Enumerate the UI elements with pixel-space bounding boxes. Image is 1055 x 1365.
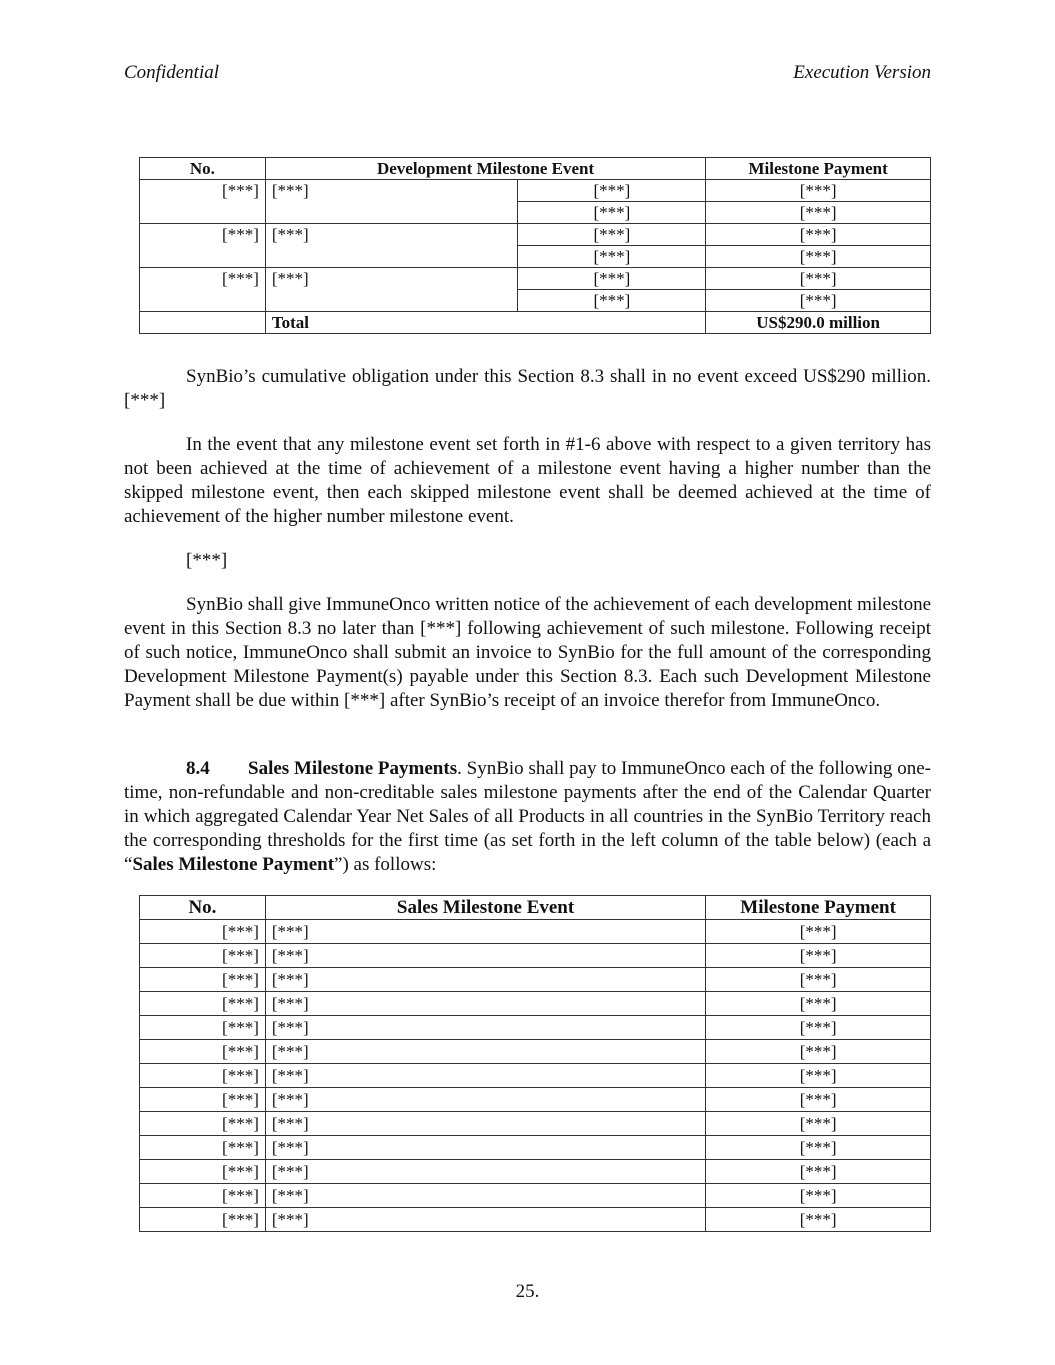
table-row xyxy=(140,944,931,968)
event-description: [***] xyxy=(265,1088,705,1112)
section-8-4-sales-milestone xyxy=(124,757,931,877)
payment-amount: [***] xyxy=(706,968,931,992)
development-milestone-table xyxy=(139,157,931,334)
row-number: [***] xyxy=(140,992,266,1016)
payment-amount: [***] xyxy=(706,1040,931,1064)
row-number: [***] xyxy=(140,268,266,312)
col-header-no: No. xyxy=(140,158,266,180)
table-header-row xyxy=(140,158,931,180)
col-header-no: No. xyxy=(140,896,266,920)
event-description: [***] xyxy=(265,224,518,268)
row-number: [***] xyxy=(140,1160,266,1184)
row-number: [***] xyxy=(140,1208,266,1232)
sales-table-body xyxy=(140,920,931,1232)
payment-amount: [***] xyxy=(706,1064,931,1088)
table-row xyxy=(140,1040,931,1064)
sales-milestone-table xyxy=(139,895,931,1232)
table-row xyxy=(140,224,931,246)
col-header-payment: Milestone Payment xyxy=(706,158,931,180)
event-territory: [***] xyxy=(518,180,706,202)
table-header-row xyxy=(140,896,931,920)
payment-amount: [***] xyxy=(706,268,931,290)
payment-amount: [***] xyxy=(706,180,931,202)
payment-amount: [***] xyxy=(706,290,931,312)
paragraph-text: [***] xyxy=(186,550,228,571)
payment-amount: [***] xyxy=(706,224,931,246)
row-number: [***] xyxy=(140,1016,266,1040)
payment-amount: [***] xyxy=(706,1184,931,1208)
event-description: [***] xyxy=(265,1160,705,1184)
col-header-payment: Milestone Payment xyxy=(706,896,931,920)
row-number: [***] xyxy=(140,968,266,992)
col-header-event: Sales Milestone Event xyxy=(265,896,705,920)
defined-term: Sales Milestone Payment xyxy=(132,854,335,875)
paragraph-redacted xyxy=(124,549,931,573)
total-row xyxy=(140,312,931,334)
table-row xyxy=(140,1184,931,1208)
total-label: Total xyxy=(265,312,705,334)
table-row xyxy=(140,968,931,992)
event-description: [***] xyxy=(265,1112,705,1136)
total-empty-cell xyxy=(140,312,266,334)
payment-amount: [***] xyxy=(706,1208,931,1232)
section-number: 8.4 xyxy=(186,758,210,779)
row-number: [***] xyxy=(140,1136,266,1160)
header-confidential: Confidential xyxy=(124,62,219,83)
event-territory: [***] xyxy=(518,290,706,312)
table-row xyxy=(140,180,931,202)
event-description: [***] xyxy=(265,920,705,944)
table-row xyxy=(140,1088,931,1112)
table-row xyxy=(140,1136,931,1160)
payment-amount: [***] xyxy=(706,202,931,224)
table-row xyxy=(140,1112,931,1136)
paragraph-text: . SynBio shall pay to ImmuneOnco each of the following one-time, non-refundable and non-creditable sales milestone payments after the end of the Calendar Quarter in which aggregated Calendar Year Net Sales of all Products in all countries in the SynBio Territory reach the corresponding thresholds for the first time (as set forth in the left column of the table below) (each a “ xyxy=(124,758,931,875)
row-number: [***] xyxy=(140,1112,266,1136)
table-row xyxy=(140,1064,931,1088)
event-description: [***] xyxy=(265,268,518,312)
table-row xyxy=(140,1208,931,1232)
paragraph-text: SynBio’s cumulative obligation under this Section 8.3 shall in no event exceed US$290 million. [***] xyxy=(124,366,931,411)
row-number: [***] xyxy=(140,944,266,968)
payment-amount: [***] xyxy=(706,1136,931,1160)
event-description: [***] xyxy=(265,1184,705,1208)
table-row xyxy=(140,1160,931,1184)
page-number: 25. xyxy=(515,1281,540,1302)
section-title: Sales Milestone Payments xyxy=(248,758,458,779)
event-territory: [***] xyxy=(518,268,706,290)
event-territory: [***] xyxy=(518,202,706,224)
table-row xyxy=(140,1016,931,1040)
event-description: [***] xyxy=(265,1136,705,1160)
payment-amount: [***] xyxy=(706,1160,931,1184)
row-number: [***] xyxy=(140,1088,266,1112)
payment-amount: [***] xyxy=(706,246,931,268)
row-number: [***] xyxy=(140,1064,266,1088)
payment-amount: [***] xyxy=(706,1016,931,1040)
paragraph-text: ”) as follows: xyxy=(334,854,437,875)
row-number: [***] xyxy=(140,180,266,224)
payment-amount: [***] xyxy=(706,944,931,968)
event-description: [***] xyxy=(265,944,705,968)
row-number: [***] xyxy=(140,1040,266,1064)
paragraph-text: In the event that any milestone event set forth in #1-6 above with respect to a given territory has not been achieved at the time of achievement of a milestone event having a higher number than the skipped milestone event, then each skipped milestone event shall be deemed achieved at the time of achievement of the higher number milestone event. xyxy=(124,434,931,527)
event-description: [***] xyxy=(265,1040,705,1064)
event-description: [***] xyxy=(265,1064,705,1088)
payment-amount: [***] xyxy=(706,1112,931,1136)
paragraph-skipped-milestone xyxy=(124,433,931,529)
row-number: [***] xyxy=(140,1184,266,1208)
event-description: [***] xyxy=(265,1016,705,1040)
table-row xyxy=(140,268,931,290)
col-header-event: Development Milestone Event xyxy=(265,158,705,180)
paragraph-cumulative-obligation xyxy=(124,365,931,413)
event-description: [***] xyxy=(265,968,705,992)
payment-amount: [***] xyxy=(706,992,931,1016)
payment-amount: [***] xyxy=(706,1088,931,1112)
event-description: [***] xyxy=(265,992,705,1016)
event-territory: [***] xyxy=(518,224,706,246)
header-execution-version: Execution Version xyxy=(793,62,931,83)
total-value: US$290.0 million xyxy=(706,312,931,334)
paragraph-notice xyxy=(124,593,931,713)
row-number: [***] xyxy=(140,224,266,268)
table-row xyxy=(140,992,931,1016)
event-description: [***] xyxy=(265,1208,705,1232)
payment-amount: [***] xyxy=(706,920,931,944)
paragraph-text: SynBio shall give ImmuneOnco written notice of the achievement of each development milestone event in this Section 8.3 no later than [***] following achievement of such milestone. Following receipt of such notice, ImmuneOnco shall submit an invoice to SynBio for the full amount of the corresponding Development Milestone Payment(s) payable under this Section 8.3. Each such Development Milestone Payment shall be due within [***] after SynBio’s receipt of an invoice therefor from ImmuneOnco. xyxy=(124,594,932,711)
event-territory: [***] xyxy=(518,246,706,268)
table-row xyxy=(140,920,931,944)
row-number: [***] xyxy=(140,920,266,944)
event-description: [***] xyxy=(265,180,518,224)
